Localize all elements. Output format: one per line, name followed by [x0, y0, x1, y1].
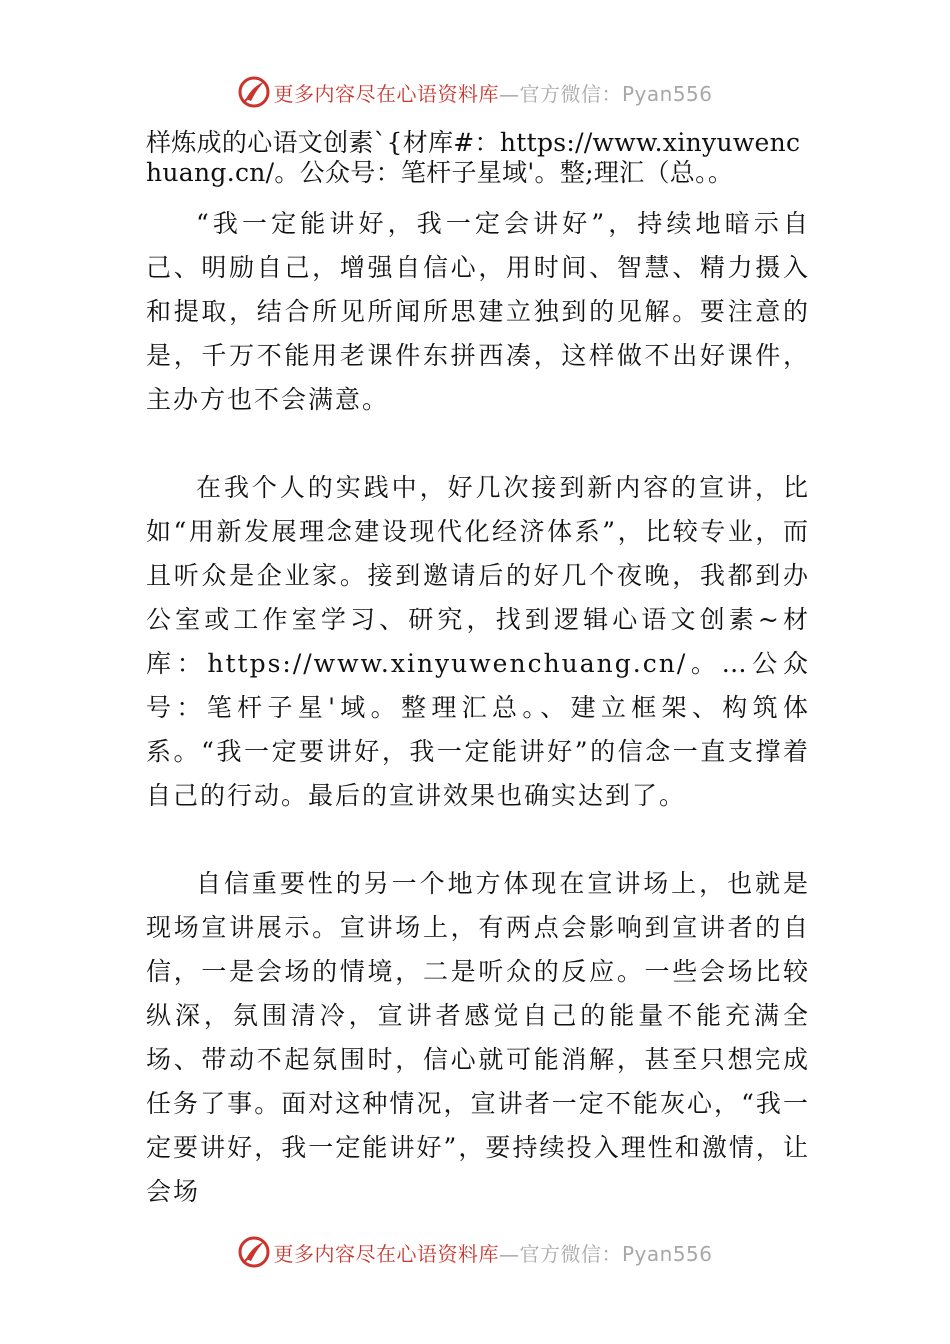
header-site-name: 更多内容尽在心语资料库 — [273, 81, 499, 106]
paragraph-4: 自信重要性的另一个地方体现在宣讲场上，也就是现场宣讲展示。宣讲场上，有两点会影响到宣讲者的自信，一是会场的情境，二是听众的反应。一些会场比较纵深，氛围清冷，宣讲者感觉自己的能量不能充满全场、带动不起氛围时，信心就可能消解，甚至只想完成任务了事。面对这种情况，宣讲者一定不能灰心，“我一定要讲好，我一定能讲好”，要持续投入理性和激情，让会场 — [146, 869, 810, 1206]
header-wechat-label: 官方微信： — [519, 81, 622, 106]
paragraph-1: 样炼成的心语文创素`{材库#：https://www.xinyuwenchuang.cn/。公众号：笔杆子星域'。整;理汇（总。。 — [146, 128, 801, 187]
header-banner-text — [273, 78, 712, 107]
footer-dash: — — [498, 1241, 520, 1266]
paragraph-2: “我一定能讲好，我一定会讲好”，持续地暗示自己、明励自己，增强自信心，用时间、智慧、精力摄入和提取，结合所见所闻所思建立独到的见解。要注意的是，千万不能用老课件东拼西凑，这样做不出好课件，主办方也不会满意。 — [146, 209, 810, 414]
brand-logo-icon — [237, 1235, 271, 1269]
footer-wechat-label: 官方微信： — [519, 1241, 622, 1266]
header-banner — [0, 72, 950, 112]
footer-banner-text — [273, 1238, 712, 1267]
document-body — [146, 128, 810, 1214]
paragraph-3: 在我个人的实践中，好几次接到新内容的宣讲，比如“用新发展理念建设现代化经济体系”，比较专业，而且听众是企业家。接到邀请后的好几个夜晚，我都到办公室或工作室学习、研究，找到逻辑心语文创素~材库：https://www.xinyuwenchuang.cn/。…公众号：笔杆子星'域。整理汇总。、建立框架、构筑体系。“我一定要讲好，我一定能讲好”的信念一直支撑着自己的行动。最后的宣讲效果也确实达到了。 — [146, 473, 810, 810]
footer-banner — [0, 1232, 950, 1272]
footer-wechat-id: Pyan556 — [621, 1241, 713, 1266]
header-wechat-id: Pyan556 — [621, 81, 713, 106]
footer-site-name: 更多内容尽在心语资料库 — [273, 1241, 499, 1266]
header-dash: — — [498, 81, 520, 106]
brand-logo-icon — [237, 75, 271, 109]
